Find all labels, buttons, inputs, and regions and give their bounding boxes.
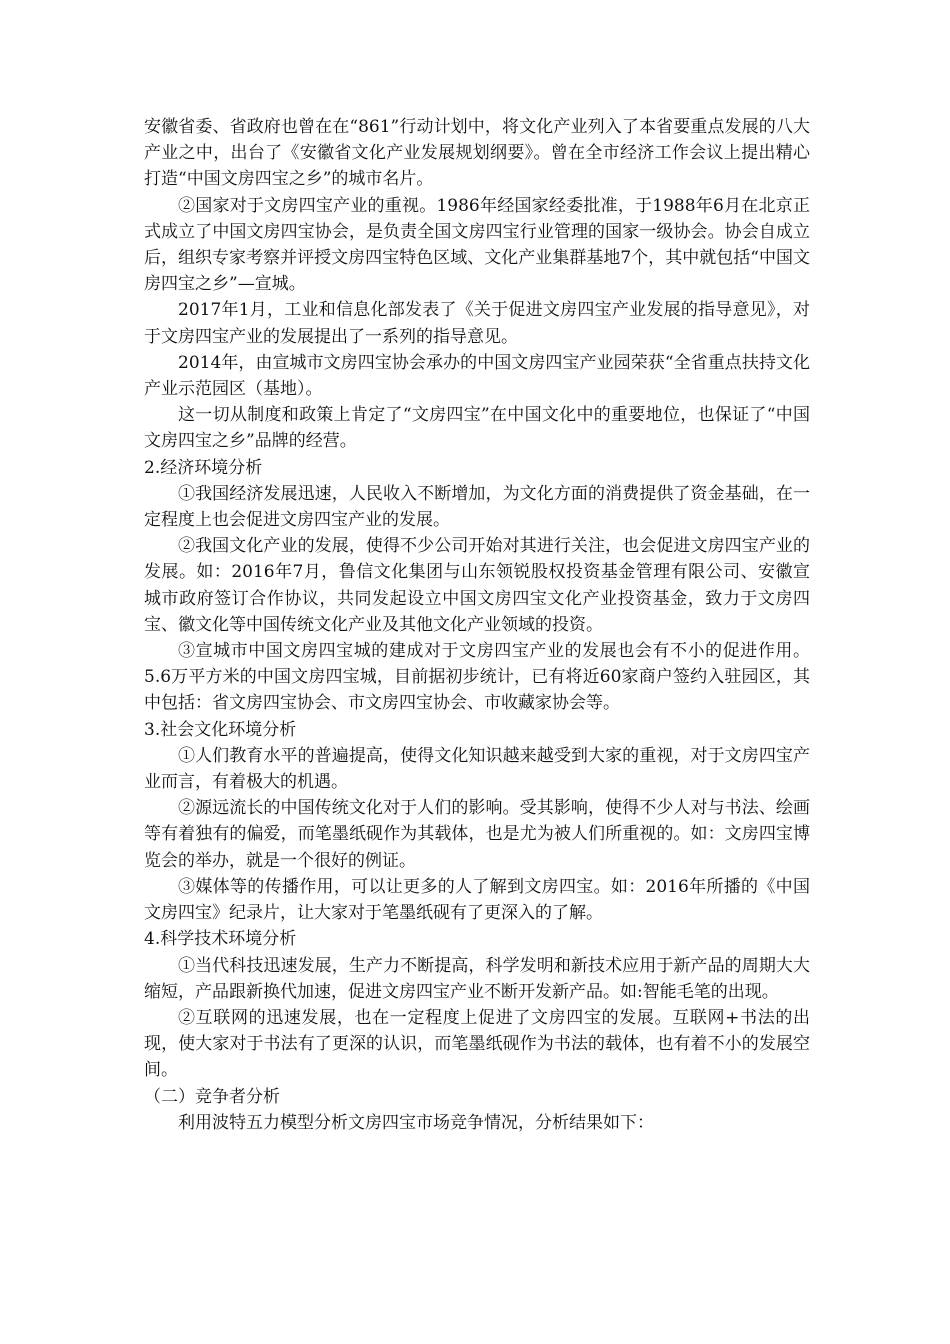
paragraph-policy-summary: 这一切从制度和政策上肯定了“文房四宝”在中国文化中的重要地位，也保证了“中国文房四宝之乡”品牌的经营。 [144, 405, 810, 452]
paragraph-media-influence: ③媒体等的传播作用，可以让更多的人了解到文房四宝。如：2016年所播的《中国文房四宝》纪录片，让大家对于笔墨纸砚有了更深入的了解。 [144, 876, 810, 924]
paragraph-internet-calligraphy: ②互联网的迅速发展，也在一定程度上促进了文房四宝的发展。互联网+书法的出现，使大家对于书法有了更深的认识，而笔墨纸砚作为书法的载体，也有着不小的发展空间。 [144, 1007, 810, 1081]
section-heading-social-cultural: 3.社会文化环境分析 [144, 719, 297, 740]
section-heading-competitor-analysis: （二）竞争者分析 [144, 1086, 280, 1107]
section-heading-technology: 4.科学技术环境分析 [144, 929, 297, 950]
paragraph-xuancheng-city: ③宣城市中国文房四宝城的建成对于文房四宝产业的发展也会有不小的促进作用。5.6万平方米的中国文房四宝城，目前据初步统计，已有将近60家商户签约入驻园区，其中包括：省文房四宝协会、市文房四宝协会、市收藏家协会等。 [144, 641, 810, 714]
paragraph-2014-industrial-park: 2014年，由宣城市文房四宝协会承办的中国文房四宝产业园荣获“全省重点扶持文化产业示范园区（基地）。 [144, 352, 810, 400]
paragraph-cultural-industry-investment: ②我国文化产业的发展，使得不少公司开始对其进行关注，也会促进文房四宝产业的发展。如：2016年7月，鲁信文化集团与山东领锐股权投资基金管理有限公司、安徽宣城市政府签订合作协议，共同发起设立中国文房四宝文化产业投资基金，致力于文房四宝、徽文化等中国传统文化产业及其他文化产业领域的投资。 [144, 536, 810, 635]
paragraph-education-level: ①人们教育水平的普遍提高，使得文化知识越来越受到大家的重视，对于文房四宝产业而言，有着极大的机遇。 [144, 745, 810, 793]
paragraph-national-attention: ②国家对于文房四宝产业的重视。1986年经国家经委批准，于1988年6月在北京正式成立了中国文房四宝协会，是负责全国文房四宝行业管理的国家一级协会。协会自成立后，组织专家考察并评授文房四宝特色区域、文化产业集群基地7个，其中就包括“中国文房四宝之乡”—宣城。 [144, 195, 810, 295]
paragraph-porter-five-forces: 利用波特五力模型分析文房四宝市场竞争情况，分析结果如下： [178, 1112, 654, 1133]
paragraph-traditional-culture: ②源远流长的中国传统文化对于人们的影响。受其影响，使得不少人对与书法、绘画等有着独有的偏爱，而笔墨纸砚作为其载体，也是尤为被人们所重视的。如：文房四宝博览会的举办，就是一个很好的例证。 [144, 798, 810, 871]
document-page [144, 114, 810, 1136]
paragraph-tech-development: ①当代科技迅速发展，生产力不断提高，科学发明和新技术应用于新产品的周期大大缩短，产品跟新换代加速，促进文房四宝产业不断开发新产品。如:智能毛笔的出现。 [144, 955, 810, 1002]
paragraph-2017-guidance: 2017年1月，工业和信息化部发表了《关于促进文房四宝产业发展的指导意见》，对于文房四宝产业的发展提出了一系列的指导意见。 [144, 300, 810, 347]
paragraph-economic-growth: ①我国经济发展迅速，人民收入不断增加，为文化方面的消费提供了资金基础，在一定程度上也会促进文房四宝产业的发展。 [144, 483, 810, 531]
section-heading-economic: 2.经济环境分析 [144, 457, 263, 478]
paragraph-anhui-861-plan: 安徽省委、省政府也曾在在“861”行动计划中，将文化产业列入了本省要重点发展的八大产业之中，出台了《安徽省文化产业发展规划纲要》。曾在全市经济工作会议上提出精心打造“中国文房四宝之乡”的城市名片。 [144, 117, 810, 190]
